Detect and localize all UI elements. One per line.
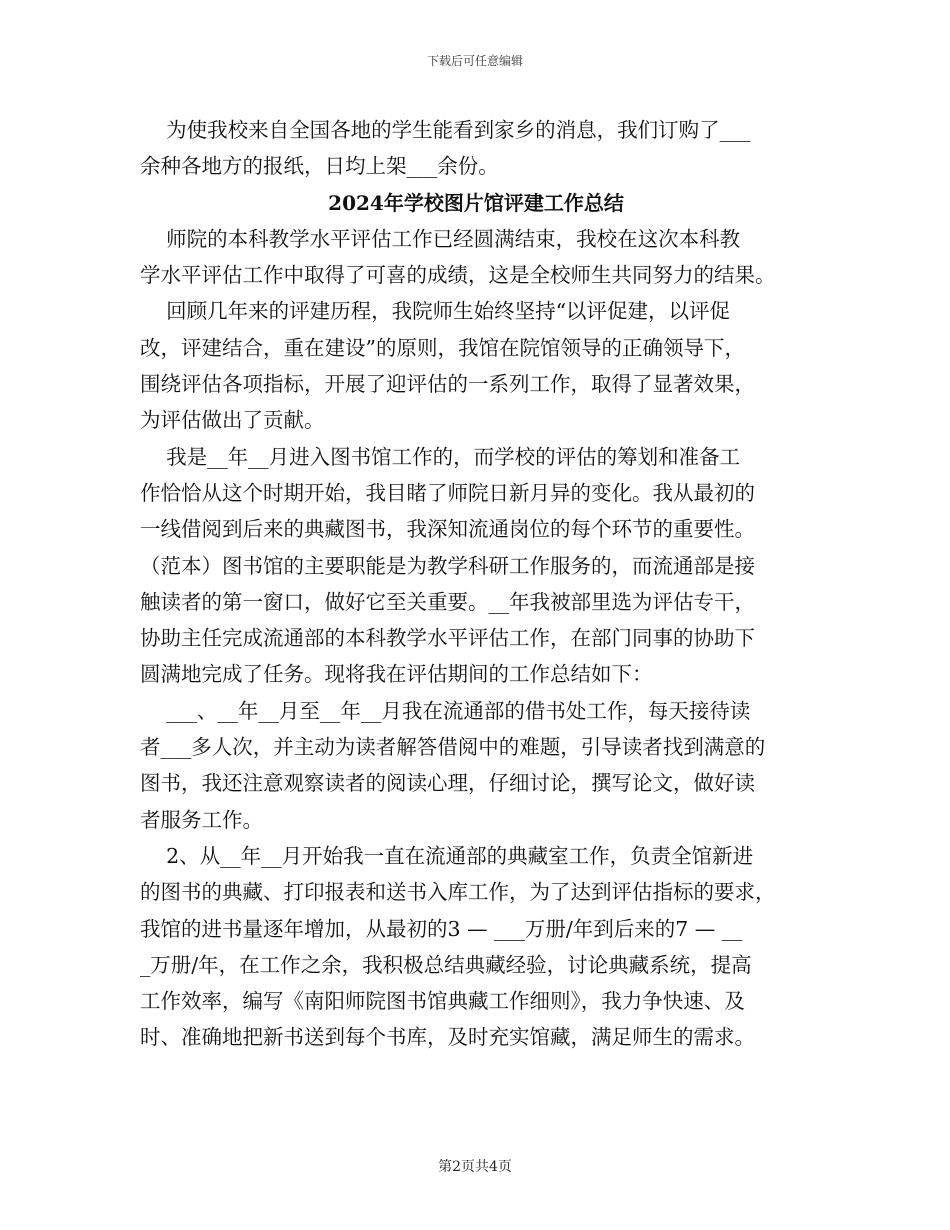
text-line: 时、准确地把新书送到每个书库，及时充实馆藏，满足师生的需求。 (140, 1025, 755, 1050)
text-line: 为使我校来自全国各地的学生能看到家乡的消息，我们订购了___ (140, 118, 751, 142)
text-line: 触读者的第一窗口，做好它至关重要。__年我被部里选为评估专干， (140, 589, 755, 614)
text-line: 的图书的典藏、打印报表和送书入库工作，为了达到评估指标的要求， (140, 880, 776, 905)
page-header: 下载后可任意编辑 (426, 54, 523, 68)
text-line: 我馆的进书量逐年增加，从最初的3 — ___万册/年到后来的7 — __ (140, 916, 743, 941)
page-footer: 第2页共4页 (438, 1159, 512, 1175)
text-line: 余种各地方的报纸，日均上架___余份。 (140, 154, 499, 179)
text-line: 学水平评估工作中取得了可喜的成绩，这是全校师生共同努力的结果。 (140, 263, 776, 288)
text-line: 协助主任完成流通部的本科教学水平评估工作，在部门同事的协助下 (140, 626, 755, 651)
text-line: 回顾几年来的评建历程，我院师生始终坚持“以评促建，以评促 (140, 299, 731, 324)
text-line: 圆满地完成了任务。现将我在评估期间的工作总结如下： (140, 662, 653, 687)
document-body (140, 112, 812, 1056)
text-line: 工作效率，编写《南阳师院图书馆典藏工作细则》，我力争快速、及 (140, 989, 745, 1014)
text-line: 为评估做出了贡献。 (140, 408, 325, 433)
text-line: 师院的本科教学水平评估工作已经圆满结束，我校在这次本科教 (140, 226, 741, 251)
text-line: 图书，我还注意观察读者的阅读心理，仔细讨论，撰写论文，做好读 (140, 771, 755, 796)
text-line: ___、__年__月至__年__月我在流通部的借书处工作，每天接待读 (140, 698, 751, 723)
text-line: 改，评建结合，重在建设”的原则，我馆在院馆领导的正确领导下， (140, 335, 745, 360)
text-line: （范本）图书馆的主要职能是为教学科研工作服务的，而流通部是接 (140, 553, 755, 578)
text-line: 者___多人次，并主动为读者解答借阅中的难题，引导读者找到满意的 (140, 735, 766, 760)
text-line: 作恰恰从这个时期开始，我目睹了师院日新月异的变化。我从最初的 (140, 480, 755, 505)
text-line: 围绕评估各项指标，开展了迎评估的一系列工作，取得了显著效果， (140, 372, 755, 397)
text-line: 一线借阅到后来的典藏图书，我深知流通岗位的每个环节的重要性。 (140, 517, 755, 542)
text-line: 2、从__年__月开始我一直在流通部的典藏室工作，负责全馆新进 (140, 843, 754, 868)
text-line: 者服务工作。 (140, 807, 263, 832)
text-line: _万册/年，在工作之余，我积极总结典藏经验，讨论典藏系统，提高 (140, 952, 752, 977)
document-title: 2024年学校图片馆评建工作总结 (328, 190, 624, 215)
text-line: 我是__年__月进入图书馆工作的，而学校的评估的筹划和准备工 (140, 444, 741, 469)
